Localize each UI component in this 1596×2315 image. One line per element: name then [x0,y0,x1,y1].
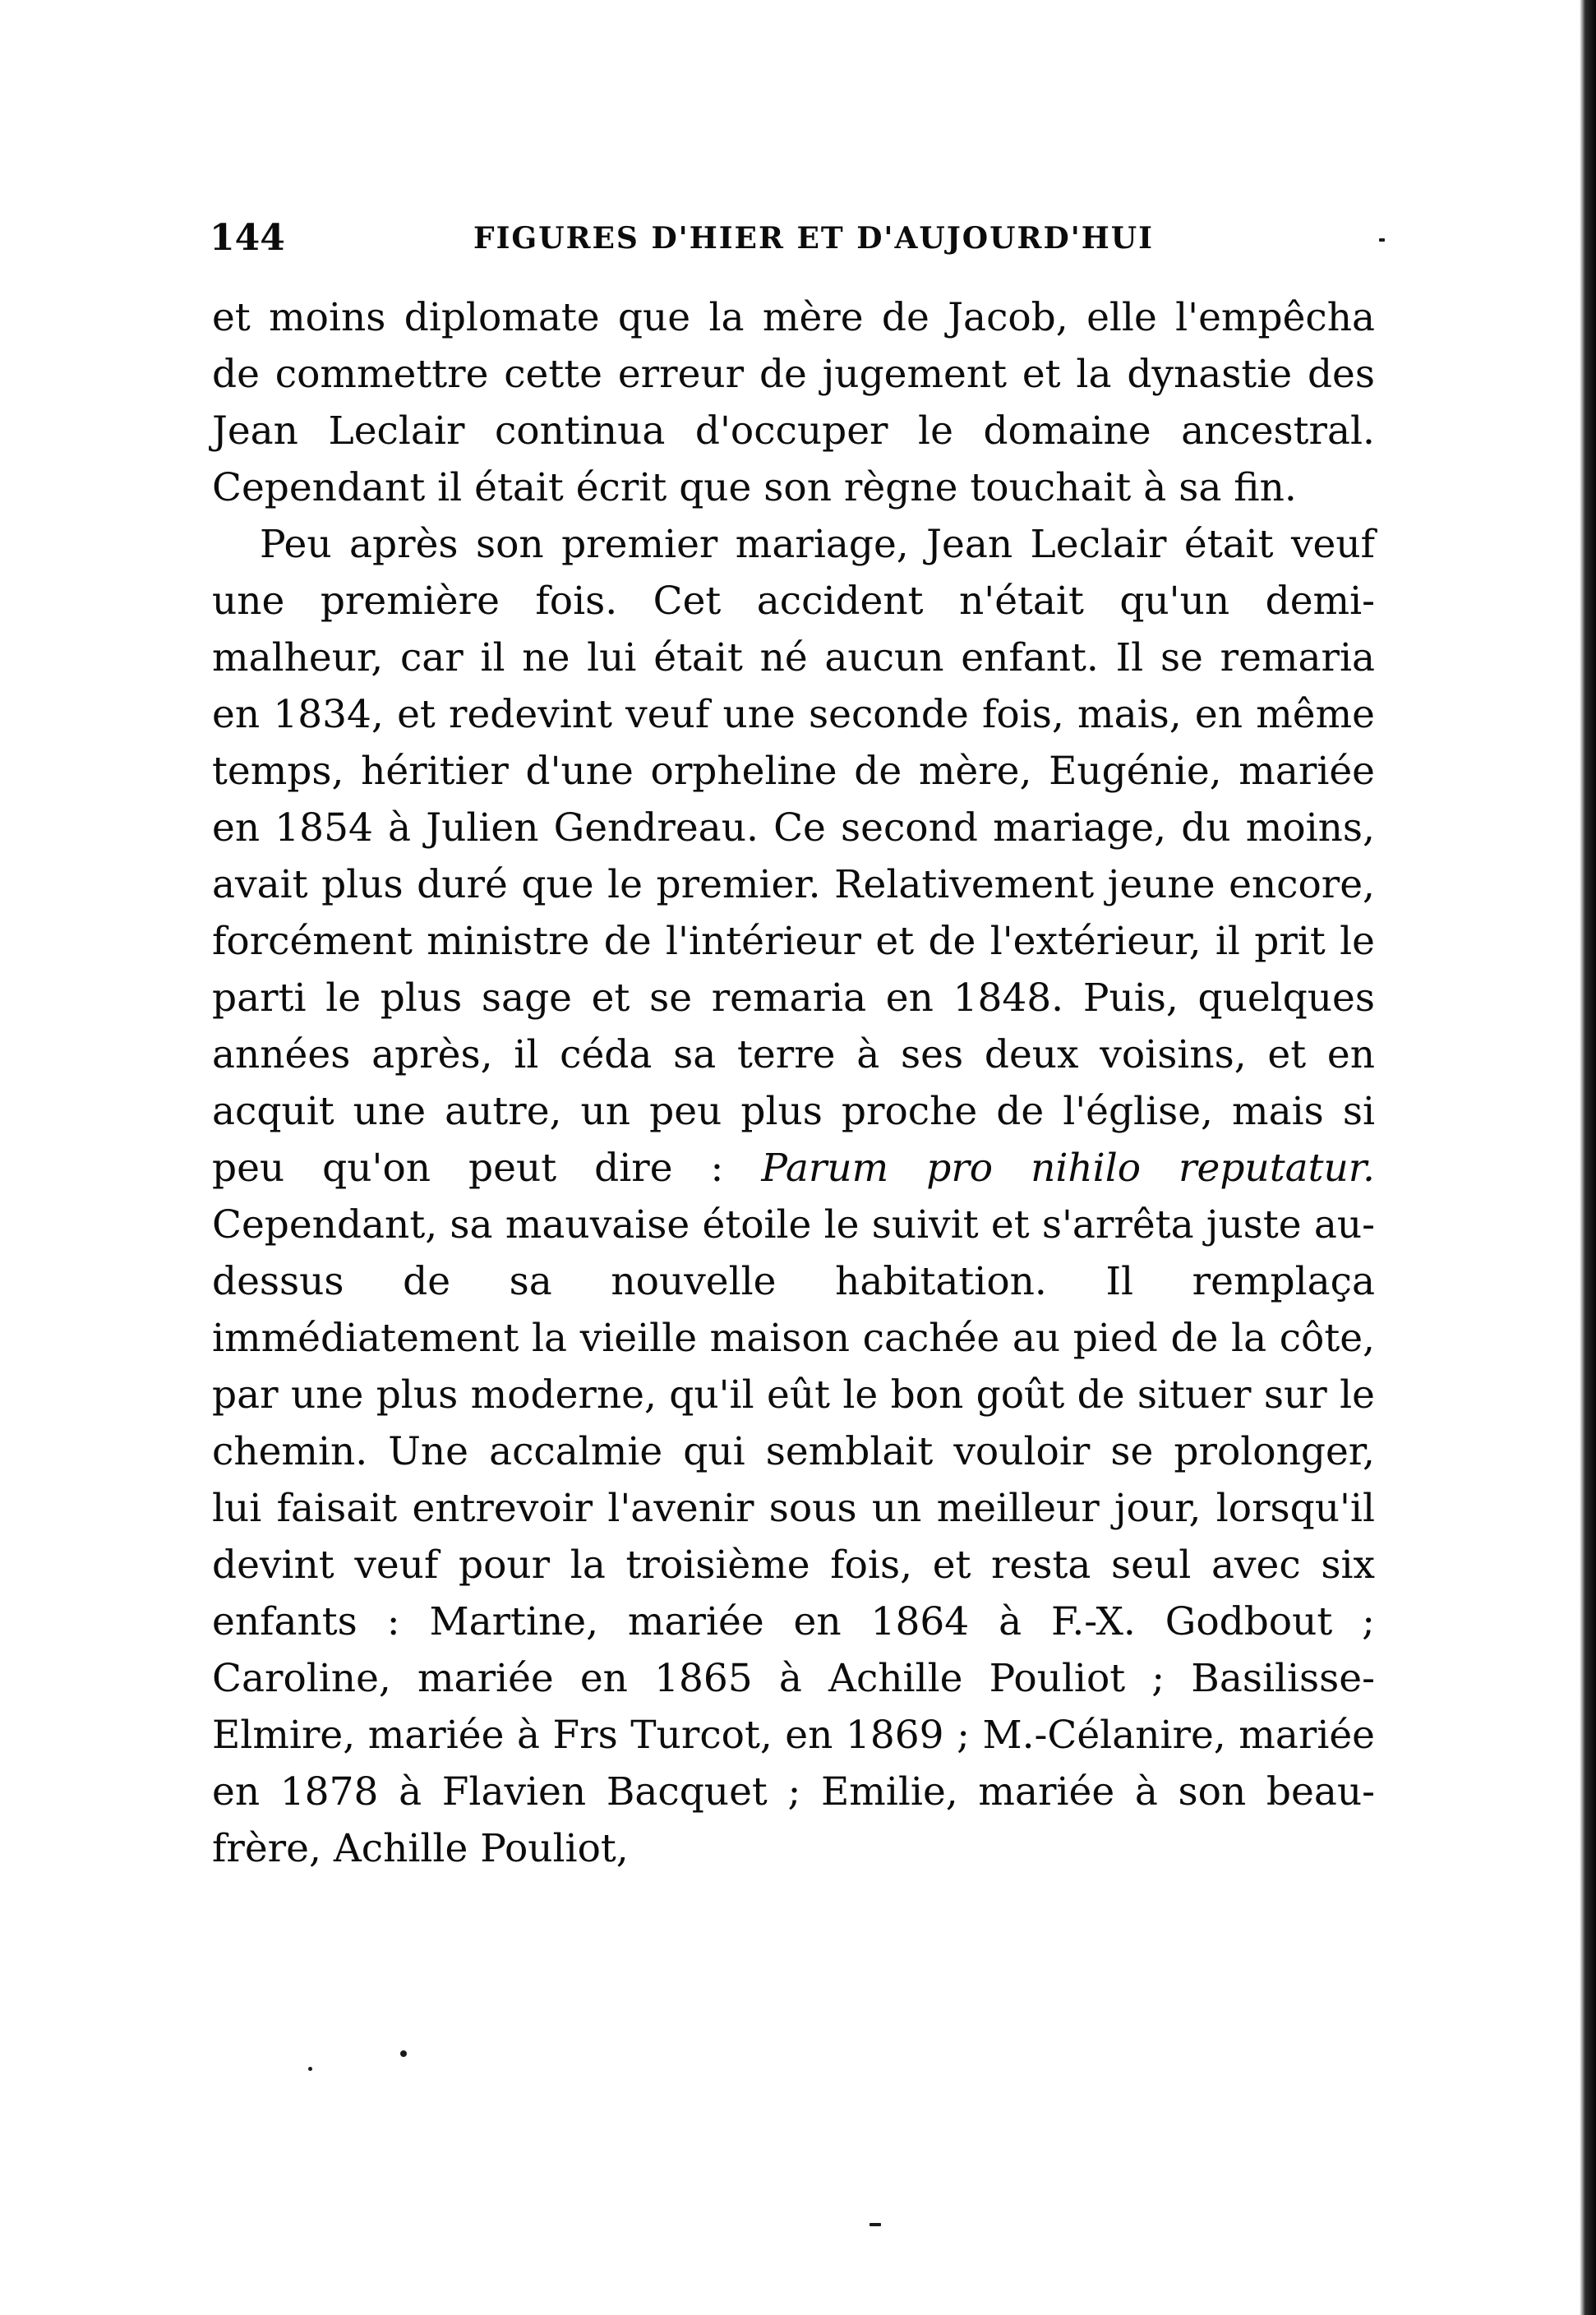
scan-speck [1379,238,1385,242]
paragraph-text: et moins diplomate que la mère de Jacob, elle l'empêcha de commettre cette erreur de jugement et la dynastie des Jean Leclair continua d'occuper le domaine ancestral. Cependant il était écrit que son règne touchait à sa fin. [212,295,1375,510]
scan-speck [308,2067,312,2071]
paragraph-marriages [212,516,1375,1877]
paragraph-continued [212,289,1375,516]
scan-speck [869,2223,881,2226]
latin-quote: Parum pro nihilo reputatur. [761,1146,1376,1191]
scan-binding-edge [1580,0,1596,2315]
running-title: FIGURES D'HIER ET D'AUJOURD'HUI [473,221,1154,256]
page-number: 144 [210,217,285,259]
page-header [210,210,1377,267]
scan-speck [400,2050,407,2057]
paragraph-text-continued: Cependant, sa mauvaise étoile le suivit et s'arrêta juste au-dessus de sa nouvelle habitation. Il remplaça immédiatement la vieille maison cachée au pied de la côte, par une plus moderne, qu'il eût le bon goût de situer sur le chemin. Une accalmie qui semblait vouloir se prolonger, lui faisait entrevoir l'avenir sous un meilleur jour, lorsqu'il devint veuf pour la troisième fois, et resta seul avec six enfants : Martine, mariée en 1864 à F.-X. Godbout ; Caroline, mariée en 1865 à Achille Pouliot ; Basilisse-Elmire, mariée à Frs Turcot, en 1869 ; M.-Célanire, mariée en 1878 à Flavien Bacquet ; Emilie, mariée à son beau-frère, Achille Pouliot, [212,1202,1375,1871]
paragraph-text: Peu après son premier mariage, Jean Leclair était veuf une première fois. Cet accident n'était qu'un demi-malheur, car il ne lui était né aucun enfant. Il se remaria en 1834, et redevint veuf une seconde fois, mais, en même temps, héritier d'une orpheline de mère, Eugénie, mariée en 1854 à Julien Gendreau. Ce second mariage, du moins, avait plus duré que le premier. Relativement jeune encore, forcément ministre de l'intérieur et de l'extérieur, il prit le parti le plus sage et se remaria en 1848. Puis, quelques années après, il céda sa terre à ses deux voisins, et en acquit une autre, un peu plus proche de l'église, mais si peu qu'on peut dire : [212,522,1375,1191]
body-text [212,289,1375,1877]
